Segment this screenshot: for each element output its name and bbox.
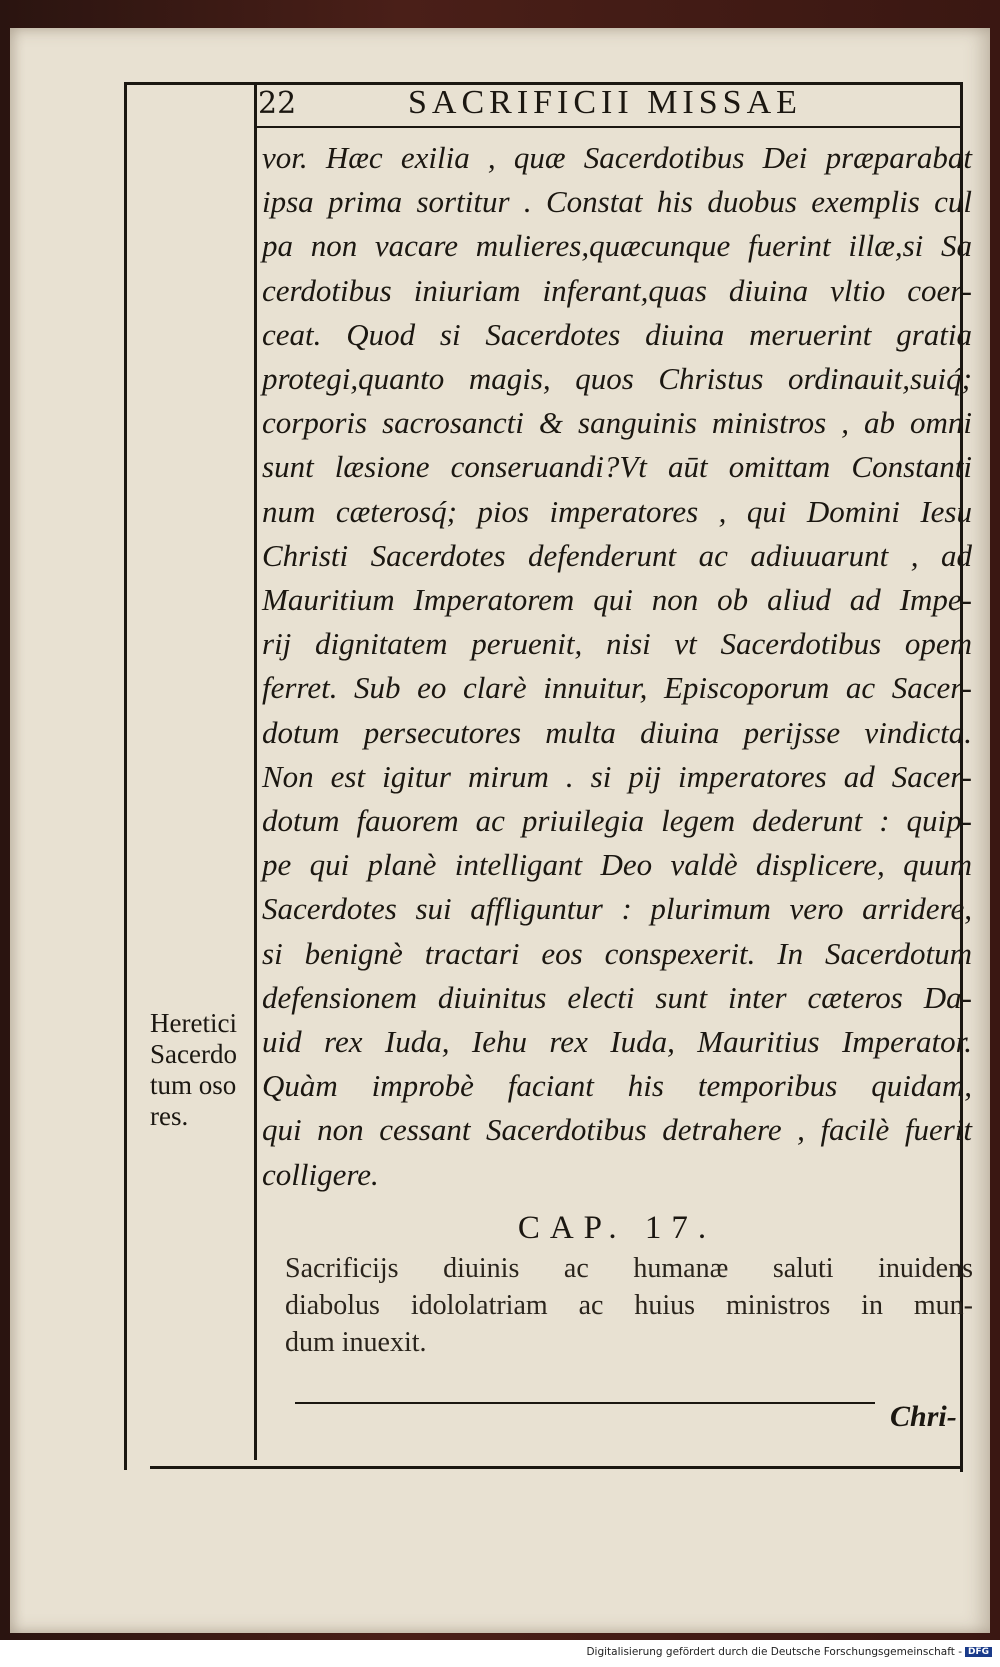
bottom-rule (150, 1466, 962, 1469)
margin-note (150, 1008, 268, 1132)
chapter-summary-line: Sacrificijs diuinis ac humanæ saluti inuidens (285, 1253, 973, 1284)
body-line: sunt læsione conseruandi?Vt aūt omittam Constanti (262, 449, 972, 485)
body-text (262, 136, 972, 1197)
body-line: ipsa prima sortitur . Constat his duobus exemplis cul (262, 184, 972, 220)
body-line: num cæterosq́; pios imperatores , qui Domini Iesu (262, 493, 972, 529)
body-line: corporis sacrosancti & sanguinis ministros , ab omni (262, 405, 972, 441)
body-line: Quàm improbè faciant his temporibus quidam, (262, 1068, 972, 1104)
body-line: protegi,quanto magis, quos Christus ordinauit,suiq́; (262, 361, 972, 397)
catchword: Chri- (890, 1400, 957, 1433)
body-line: qui non cessant Sacerdotibus detrahere , facilè fuerit (262, 1112, 972, 1148)
credit-text: Digitalisierung gefördert durch die Deutsche Forschungsgemeinschaft - (586, 1646, 962, 1658)
body-line: dotum fauorem ac priuilegia legem dederunt : quip- (262, 803, 972, 839)
body-line: ferret. Sub eo clarè innuitur, Episcoporum ac Sacer- (262, 670, 972, 706)
body-line: uid rex Iuda, Iehu rex Iuda, Mauritius Imperator. (262, 1024, 972, 1060)
body-line: dotum persecutores multa diuina perijsse vindicta. (262, 714, 972, 750)
body-line: Non est igitur mirum . si pij imperatores ad Sacer- (262, 758, 972, 794)
chapter-heading: CAP. 17. (517, 1210, 717, 1246)
body-line: Mauritium Imperatorem qui non ob aliud ad Impe- (262, 582, 972, 618)
body-line: cerdotibus iniuriam inferant,quas diuina vltio coer- (262, 272, 972, 308)
digitization-credit (560, 1646, 992, 1658)
chapter-summary-line: dum inuexit. (285, 1327, 427, 1358)
dfg-logo-icon: DFG (965, 1647, 992, 1657)
body-line: ceat. Quod si Sacerdotes diuina meruerint gratia (262, 316, 972, 352)
body-line: colligere. (262, 1156, 379, 1192)
body-line: vor. Hæc exilia , quæ Sacerdotibus Dei præparabat (262, 140, 972, 175)
margin-note-line: tum oso (150, 1070, 237, 1100)
margin-note-line: res. (150, 1101, 189, 1131)
page-number: 22 (258, 86, 297, 121)
margin-note-line: Sacerdo (150, 1039, 237, 1069)
margin-note-line: Heretici (150, 1008, 237, 1038)
running-head: SACRIFICII MISSAE (408, 84, 802, 121)
column-divider-rule (254, 82, 257, 1460)
body-line: Sacerdotes sui affliguntur : plurimum vero arridere, (262, 891, 972, 927)
left-outer-rule (124, 82, 127, 1470)
body-line: si benignè tractari eos conspexerit. In Sacerdotum (262, 935, 972, 971)
body-line: rij dignitatem peruenit, nisi vt Sacerdotibus opem (262, 626, 972, 662)
chapter-summary-line: diabolus idololatriam ac huius ministros in mun- (285, 1290, 973, 1321)
chapter-separator-rule (295, 1402, 875, 1404)
body-line: pa non vacare mulieres,quæcunque fuerint illæ,si Sa (262, 228, 972, 264)
body-line: defensionem diuinitus electi sunt inter cæteros Da- (262, 979, 972, 1015)
body-line: Christi Sacerdotes defenderunt ac adiuuarunt , ad (262, 537, 972, 573)
body-line: pe qui planè intelligant Deo valdè displicere, quum (262, 847, 972, 883)
chapter-summary (285, 1250, 973, 1361)
page-header (258, 80, 958, 130)
